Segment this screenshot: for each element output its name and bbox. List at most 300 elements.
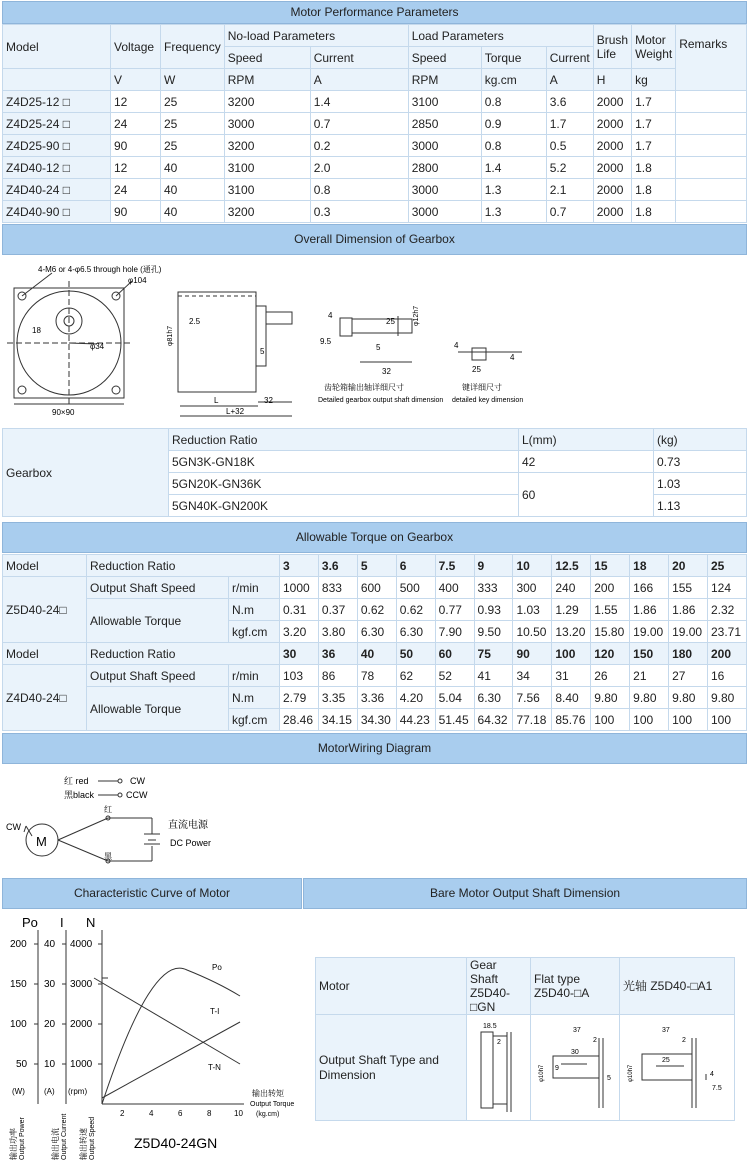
output-torque-unit: (kg.cm) xyxy=(256,1111,280,1118)
plain-25: 25 xyxy=(662,1057,670,1064)
perf-h-model: Model xyxy=(3,25,111,69)
vlabel-i-cn: 输出电流 xyxy=(51,1128,60,1160)
wire-hong: 红 xyxy=(104,805,112,814)
perf-model-cell: Z4D25-90 □ xyxy=(3,135,111,157)
gearbox-ratio: 5GN3K-GN18K xyxy=(169,451,519,473)
gearbox-label: Gearbox xyxy=(3,429,169,517)
torque-nm: 2.32 xyxy=(707,599,746,621)
torque-nm: 1.03 xyxy=(513,599,552,621)
shaft-5: 5 xyxy=(376,343,381,352)
perf-row xyxy=(3,157,747,179)
bare-title: Bare Motor Output Shaft Dimension xyxy=(303,878,747,909)
gearbox-dimension-drawing xyxy=(2,256,747,422)
torque-model: Z4D40-24□ xyxy=(3,665,87,731)
curve-title: Characteristic Curve of Motor xyxy=(2,878,302,909)
torque-ratio: 40 xyxy=(357,643,396,665)
shaft-caption-cn: 齿轮箱输出轴详细尺寸 xyxy=(324,383,404,392)
gearbox-L: 42 xyxy=(519,451,654,473)
vlabel-po-en: Output Power xyxy=(19,1117,26,1160)
n-tick: 2000 xyxy=(70,1019,93,1030)
torque-ratio: 20 xyxy=(669,555,708,577)
torque-kgf: 9.50 xyxy=(474,621,513,643)
torque-nm: 7.56 xyxy=(513,687,552,709)
torque-nm: 5.04 xyxy=(435,687,474,709)
perf-model-cell: Z4D40-90 □ xyxy=(3,201,111,223)
perf-cell: 2000 xyxy=(593,201,631,223)
perf-cell: 1.4 xyxy=(310,91,408,113)
torque-nm: 1.86 xyxy=(669,599,708,621)
torque-nm: 9.80 xyxy=(630,687,669,709)
dim-32: 32 xyxy=(264,396,273,405)
label-po: Po xyxy=(212,963,222,972)
x-tick: 2 xyxy=(120,1109,125,1118)
perf-cell: 0.8 xyxy=(481,135,546,157)
i-tick: 10 xyxy=(44,1059,56,1070)
shaft-4: 4 xyxy=(328,311,333,320)
perf-cell: 1.8 xyxy=(632,201,676,223)
dim-hole-label: 4-M6 or 4-φ6.5 through hole (通孔) xyxy=(38,265,162,274)
perf-cell: 12 xyxy=(111,157,161,179)
perf-model-cell: Z4D40-24 □ xyxy=(3,179,111,201)
perf-cell: 2000 xyxy=(593,91,631,113)
gearbox-h-L: L(mm) xyxy=(519,429,654,451)
shaft-9-5: 9.5 xyxy=(320,337,332,346)
dim-18: 18 xyxy=(32,326,41,335)
torque-speed-unit: r/min xyxy=(229,665,280,687)
torque-ratio: 60 xyxy=(435,643,474,665)
perf-h-current: Current xyxy=(310,47,408,69)
wiring-title: MotorWiring Diagram xyxy=(2,733,747,764)
perf-cell: 90 xyxy=(111,201,161,223)
gear-shaft-drawing xyxy=(469,1018,527,1114)
torque-speed: 21 xyxy=(630,665,669,687)
perf-cell: 0.9 xyxy=(481,113,546,135)
i-tick: 40 xyxy=(44,939,56,950)
wire-cw2: CW xyxy=(6,822,21,832)
torque-kgf: 44.23 xyxy=(396,709,435,731)
perf-cell: 2.1 xyxy=(546,179,593,201)
dim-L: L xyxy=(214,396,219,405)
torque-ratio: 25 xyxy=(707,555,746,577)
torque-kgf-unit: kgf.cm xyxy=(229,709,280,731)
torque-kgf: 23.71 xyxy=(707,621,746,643)
gear-185: 18.5 xyxy=(483,1023,497,1030)
torque-ratio: 5 xyxy=(357,555,396,577)
plain-37: 37 xyxy=(662,1027,670,1034)
torque-ratio: 100 xyxy=(552,643,591,665)
po-tick: 150 xyxy=(10,979,27,990)
perf-cell: 1.8 xyxy=(632,157,676,179)
overall-title: Overall Dimension of Gearbox xyxy=(2,224,747,255)
plain-4: 4 xyxy=(710,1071,714,1078)
torque-nm: 8.40 xyxy=(552,687,591,709)
torque-nm: 9.80 xyxy=(591,687,630,709)
perf-u-rpm: RPM xyxy=(224,69,310,91)
dim-L32: L+32 xyxy=(226,407,245,416)
torque-speed: 103 xyxy=(280,665,319,687)
perf-cell xyxy=(676,91,747,113)
perf-cell: 3200 xyxy=(224,91,310,113)
vlabel-n-cn: 输出转速 xyxy=(79,1128,88,1160)
torque-kgf: 77.18 xyxy=(513,709,552,731)
wire-ccw: CCW xyxy=(126,790,148,800)
axis-po: Po xyxy=(22,915,38,930)
perf-row xyxy=(3,91,747,113)
torque-speed: 240 xyxy=(552,577,591,599)
axis-i: I xyxy=(60,915,64,930)
torque-ratio: 150 xyxy=(630,643,669,665)
perf-cell: 40 xyxy=(161,157,225,179)
wire-black: 黑black xyxy=(64,790,95,800)
torque-kgf: 100 xyxy=(669,709,708,731)
perf-h-load: Load Parameters xyxy=(408,25,593,47)
torque-nm: 0.31 xyxy=(280,599,319,621)
torque-kgf: 64.32 xyxy=(474,709,513,731)
torque-kgf: 6.30 xyxy=(396,621,435,643)
dc-power-en: DC Power xyxy=(170,838,212,848)
perf-cell: 3100 xyxy=(224,157,310,179)
key-4a: 4 xyxy=(454,341,459,350)
perf-cell: 2000 xyxy=(593,113,631,135)
curve-model: Z5D40-24GN xyxy=(134,1135,218,1151)
dim-34: φ34 xyxy=(90,342,105,351)
torque-ratio: 15 xyxy=(591,555,630,577)
perf-cell: 1.8 xyxy=(632,179,676,201)
i-tick: 30 xyxy=(44,979,56,990)
perf-cell: 2800 xyxy=(408,157,481,179)
torque-speed: 26 xyxy=(591,665,630,687)
perf-cell: 3000 xyxy=(408,179,481,201)
torque-kgf: 85.76 xyxy=(552,709,591,731)
plain-75: 7.5 xyxy=(712,1085,722,1092)
torque-kgf: 13.20 xyxy=(552,621,591,643)
perf-cell: 3200 xyxy=(224,135,310,157)
torque-kgf: 34.15 xyxy=(318,709,357,731)
torque-speed: 124 xyxy=(707,577,746,599)
perf-cell: 2000 xyxy=(593,157,631,179)
perf-cell xyxy=(676,113,747,135)
torque-kgf: 100 xyxy=(707,709,746,731)
perf-cell: 0.7 xyxy=(310,113,408,135)
perf-cell: 2000 xyxy=(593,135,631,157)
torque-kgf: 34.30 xyxy=(357,709,396,731)
perf-cell: 1.7 xyxy=(632,113,676,135)
torque-kgf-unit: kgf.cm xyxy=(229,621,280,643)
perf-cell: 0.2 xyxy=(310,135,408,157)
torque-model-h: Model xyxy=(3,555,87,577)
perf-h-voltage: Voltage xyxy=(111,25,161,69)
gearbox-kg: 1.13 xyxy=(654,495,747,517)
perf-cell xyxy=(676,179,747,201)
flat-5: 5 xyxy=(607,1075,611,1082)
po-unit: (W) xyxy=(12,1087,25,1096)
perf-cell: 0.3 xyxy=(310,201,408,223)
gearbox-h-ratio: Reduction Ratio xyxy=(169,429,519,451)
bare-col-plain: 光轴 Z5D40-□A1 xyxy=(620,958,735,1015)
output-torque-en: Output Torque xyxy=(250,1101,295,1108)
wire-cw: CW xyxy=(130,776,145,786)
torque-title: Allowable Torque on Gearbox xyxy=(2,522,747,553)
torque-ratio: 3.6 xyxy=(318,555,357,577)
gearbox-ratio: 5GN20K-GN36K xyxy=(169,473,519,495)
perf-row xyxy=(3,201,747,223)
perf-table xyxy=(2,24,747,223)
perf-cell: 0.8 xyxy=(310,179,408,201)
perf-u-kg: kg xyxy=(632,69,676,91)
torque-speed: 833 xyxy=(318,577,357,599)
perf-cell: 2850 xyxy=(408,113,481,135)
torque-nm: 0.37 xyxy=(318,599,357,621)
torque-kgf: 6.30 xyxy=(357,621,396,643)
perf-u-la: A xyxy=(546,69,593,91)
axis-n: N xyxy=(86,915,96,930)
shaft-32: 32 xyxy=(382,367,391,376)
torque-speed: 600 xyxy=(357,577,396,599)
motor-symbol: M xyxy=(36,834,47,849)
x-tick: 6 xyxy=(178,1109,183,1118)
torque-speed: 86 xyxy=(318,665,357,687)
n-tick: 1000 xyxy=(70,1059,93,1070)
dim-2-5: 2.5 xyxy=(189,317,201,326)
perf-row xyxy=(3,113,747,135)
gearbox-table xyxy=(2,428,747,517)
label-tn: T-N xyxy=(208,1063,221,1072)
perf-h-noload: No-load Parameters xyxy=(224,25,408,47)
wire-red: 红 red xyxy=(64,776,89,786)
torque-ratio: 3 xyxy=(280,555,319,577)
torque-nm: 1.29 xyxy=(552,599,591,621)
torque-ratio: 18 xyxy=(630,555,669,577)
perf-h-frequency: Frequency xyxy=(161,25,225,69)
torque-speed-label: Output Shaft Speed xyxy=(87,665,229,687)
torque-ratio: 30 xyxy=(280,643,319,665)
torque-nm-unit: N.m xyxy=(229,599,280,621)
perf-cell: 1.7 xyxy=(546,113,593,135)
torque-speed: 1000 xyxy=(280,577,319,599)
perf-h-lspeed: Speed xyxy=(408,47,481,69)
torque-nm: 3.36 xyxy=(357,687,396,709)
torque-ratio: 75 xyxy=(474,643,513,665)
n-tick: 3000 xyxy=(70,979,93,990)
key-caption-cn: 键详细尺寸 xyxy=(462,383,502,392)
x-tick: 8 xyxy=(207,1109,212,1118)
torque-speed: 300 xyxy=(513,577,552,599)
perf-model-cell: Z4D25-12 □ xyxy=(3,91,111,113)
torque-kgf: 19.00 xyxy=(630,621,669,643)
dim-5: 5 xyxy=(260,347,265,356)
key-25: 25 xyxy=(472,365,481,374)
perf-cell: 0.5 xyxy=(546,135,593,157)
perf-cell: 3.6 xyxy=(546,91,593,113)
torque-speed: 78 xyxy=(357,665,396,687)
shaft-12: φ12h7 xyxy=(413,305,420,326)
i-tick: 20 xyxy=(44,1019,56,1030)
gearbox-ratio: 5GN40K-GN200K xyxy=(169,495,519,517)
perf-cell: 25 xyxy=(161,91,225,113)
perf-model-cell: Z4D40-12 □ xyxy=(3,157,111,179)
characteristic-curve xyxy=(2,912,302,1164)
perf-cell: 2000 xyxy=(593,179,631,201)
torque-nm: 0.93 xyxy=(474,599,513,621)
vlabel-i-en: Output Current xyxy=(61,1113,68,1160)
torque-speed: 34 xyxy=(513,665,552,687)
perf-cell: 0.7 xyxy=(546,201,593,223)
torque-nm: 0.62 xyxy=(357,599,396,621)
po-tick: 100 xyxy=(10,1019,27,1030)
torque-speed: 155 xyxy=(669,577,708,599)
torque-ratio: 200 xyxy=(707,643,746,665)
dim-81: φ81h7 xyxy=(167,325,174,346)
perf-cell: 1.3 xyxy=(481,201,546,223)
plain-shaft-drawing xyxy=(622,1018,730,1114)
perf-cell: 40 xyxy=(161,179,225,201)
po-tick: 50 xyxy=(16,1059,28,1070)
dim-104: φ104 xyxy=(128,276,147,285)
torque-kgf: 3.20 xyxy=(280,621,319,643)
wiring-diagram xyxy=(2,768,302,876)
torque-kgf: 28.46 xyxy=(280,709,319,731)
torque-nm: 0.77 xyxy=(435,599,474,621)
torque-ratio: 12.5 xyxy=(552,555,591,577)
bare-col-flat: Flat type Z5D40-□A xyxy=(531,958,620,1015)
perf-cell: 2.0 xyxy=(310,157,408,179)
flat-10: φ10h7 xyxy=(539,1064,545,1082)
vlabel-n-en: Output Speed xyxy=(89,1116,96,1160)
torque-model-h: Model xyxy=(3,643,87,665)
torque-tables xyxy=(2,554,747,731)
perf-cell: 5.2 xyxy=(546,157,593,179)
perf-h-torque: Torque xyxy=(481,47,546,69)
bare-shaft-label: Output Shaft Type and Dimension xyxy=(316,1015,467,1121)
torque-speed: 166 xyxy=(630,577,669,599)
flat-shaft-drawing xyxy=(533,1018,617,1114)
gearbox-h-kg: (kg) xyxy=(654,429,747,451)
perf-u-a: A xyxy=(310,69,408,91)
torque-ratio-h: Reduction Ratio xyxy=(87,643,280,665)
gearbox-L: 60 xyxy=(519,473,654,517)
torque-model: Z5D40-24□ xyxy=(3,577,87,643)
flat-30: 30 xyxy=(571,1049,579,1056)
perf-cell: 3000 xyxy=(408,201,481,223)
torque-kgf: 51.45 xyxy=(435,709,474,731)
torque-speed: 500 xyxy=(396,577,435,599)
torque-ratio: 120 xyxy=(591,643,630,665)
dim-9090: 90×90 xyxy=(52,408,75,417)
torque-nm: 9.80 xyxy=(707,687,746,709)
torque-ratio: 180 xyxy=(669,643,708,665)
torque-speed: 333 xyxy=(474,577,513,599)
plain-10: φ10h7 xyxy=(628,1064,634,1082)
torque-nm: 9.80 xyxy=(669,687,708,709)
torque-speed: 41 xyxy=(474,665,513,687)
perf-cell xyxy=(676,201,747,223)
torque-allow-label: Allowable Torque xyxy=(87,687,229,731)
perf-h-lcurrent: Current xyxy=(546,47,593,69)
torque-kgf: 7.90 xyxy=(435,621,474,643)
perf-cell: 3100 xyxy=(408,91,481,113)
output-torque-cn: 输出转矩 xyxy=(252,1089,284,1098)
torque-ratio: 9 xyxy=(474,555,513,577)
perf-title: Motor Performance Parameters xyxy=(2,1,747,24)
x-tick: 10 xyxy=(234,1109,243,1118)
perf-cell: 1.7 xyxy=(632,135,676,157)
torque-speed: 62 xyxy=(396,665,435,687)
torque-nm: 2.79 xyxy=(280,687,319,709)
bare-motor-label: Motor xyxy=(316,958,467,1015)
torque-ratio: 90 xyxy=(513,643,552,665)
plain-2: 2 xyxy=(682,1037,686,1044)
dc-power-cn: 直流电源 xyxy=(168,820,208,831)
n-tick: 4000 xyxy=(70,939,93,950)
shaft-caption-en: Detailed gearbox output shaft dimension xyxy=(318,397,444,404)
torque-nm: 1.86 xyxy=(630,599,669,621)
torque-ratio: 50 xyxy=(396,643,435,665)
torque-nm: 3.35 xyxy=(318,687,357,709)
torque-nm: 6.30 xyxy=(474,687,513,709)
perf-cell: 25 xyxy=(161,135,225,157)
perf-h-weight: Motor Weight xyxy=(632,25,676,69)
i-unit: (A) xyxy=(44,1087,55,1096)
perf-h-brush: Brush Life xyxy=(593,25,631,69)
gearbox-kg: 0.73 xyxy=(654,451,747,473)
key-4b: 4 xyxy=(510,353,515,362)
perf-cell: 3000 xyxy=(224,113,310,135)
perf-u-w: W xyxy=(161,69,225,91)
perf-cell: 3100 xyxy=(224,179,310,201)
perf-cell: 90 xyxy=(111,135,161,157)
torque-speed-unit: r/min xyxy=(229,577,280,599)
wire-hei: 黑 xyxy=(104,852,112,861)
perf-cell: 3000 xyxy=(408,135,481,157)
vlabel-po-cn: 输出功率 xyxy=(9,1128,18,1160)
bare-col-gear: Gear Shaft Z5D40-□GN xyxy=(467,958,531,1015)
torque-nm: 0.62 xyxy=(396,599,435,621)
torque-ratio: 36 xyxy=(318,643,357,665)
perf-cell: 0.8 xyxy=(481,91,546,113)
gear-2: 2 xyxy=(497,1039,501,1046)
perf-row xyxy=(3,135,747,157)
torque-kgf: 100 xyxy=(591,709,630,731)
perf-h-speed: Speed xyxy=(224,47,310,69)
torque-speed: 200 xyxy=(591,577,630,599)
gearbox-kg: 1.03 xyxy=(654,473,747,495)
torque-ratio: 6 xyxy=(396,555,435,577)
perf-h-remarks: Remarks xyxy=(676,25,747,91)
flat-9: 9 xyxy=(555,1065,559,1072)
torque-speed: 31 xyxy=(552,665,591,687)
perf-cell: 25 xyxy=(161,113,225,135)
torque-speed: 16 xyxy=(707,665,746,687)
torque-ratio: 10 xyxy=(513,555,552,577)
torque-speed: 52 xyxy=(435,665,474,687)
perf-cell: 12 xyxy=(111,91,161,113)
key-caption-en: detailed key dimension xyxy=(452,397,524,404)
perf-cell: 1.7 xyxy=(632,91,676,113)
torque-ratio: 7.5 xyxy=(435,555,474,577)
torque-ratio-h: Reduction Ratio xyxy=(87,555,280,577)
perf-cell: 40 xyxy=(161,201,225,223)
perf-row xyxy=(3,179,747,201)
perf-cell: 1.4 xyxy=(481,157,546,179)
po-tick: 200 xyxy=(10,939,27,950)
bare-table xyxy=(315,957,735,1121)
torque-speed: 27 xyxy=(669,665,708,687)
perf-cell xyxy=(676,157,747,179)
flat-2: 2 xyxy=(593,1037,597,1044)
label-ti: T-I xyxy=(210,1007,220,1016)
perf-cell: 24 xyxy=(111,113,161,135)
torque-kgf: 10.50 xyxy=(513,621,552,643)
